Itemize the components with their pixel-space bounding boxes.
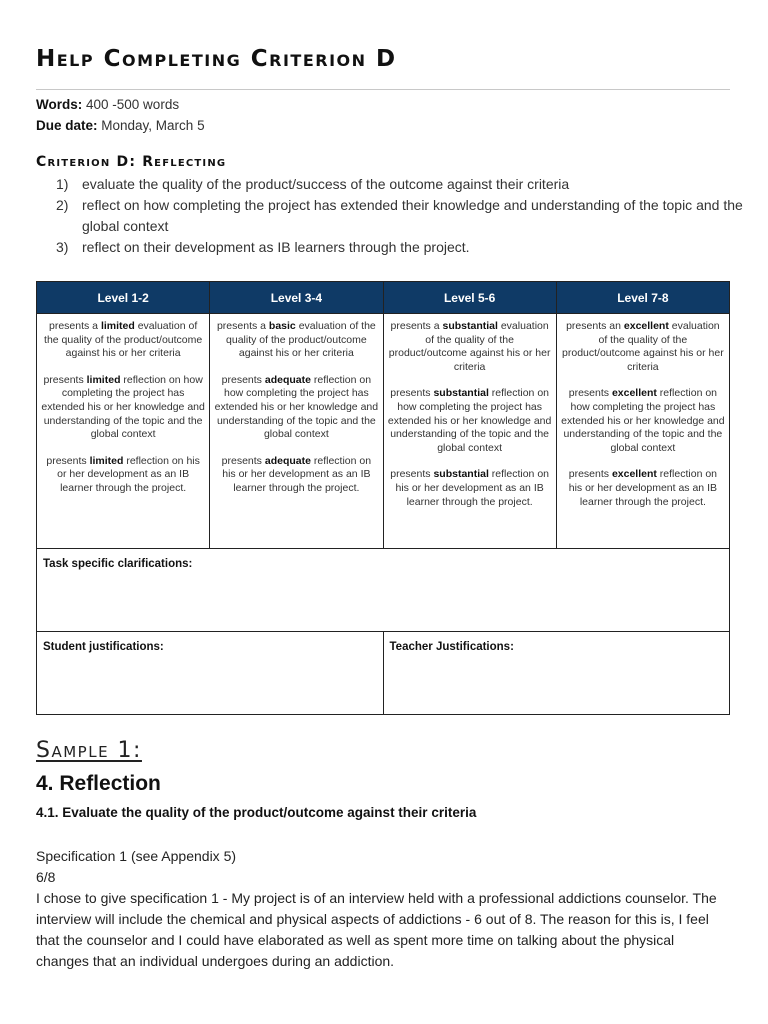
rubric-header-row: [37, 282, 730, 314]
level-header: Level 7-8: [556, 282, 729, 314]
descriptor-knowledge: presents limited reflection on how completing the project has extended his or her knowledge and understanding of the topic and the global context: [41, 373, 205, 441]
level-5-6-cell: [383, 314, 556, 549]
student-justifications-label: Student justifications:: [43, 641, 164, 653]
criterion-number: 3): [56, 239, 69, 255]
teacher-justifications-label: Teacher Justifications:: [389, 641, 514, 653]
reflection-paragraph: I chose to give specification 1 - My project is of an interview held with a professional addictions counselor. The interview will include the chemical and physical aspects of addictions - 6 out of 8. The reason for this is, I feel that the counselor and I could have elaborated as well as spent more time on talking about the physical changes that an individual undergoes during an addiction.: [36, 890, 717, 969]
level-header: Level 3-4: [210, 282, 383, 314]
page-title: Help Completing Criterion D: [36, 46, 397, 72]
student-justifications-cell: [37, 632, 384, 715]
level-3-4-cell: [210, 314, 383, 549]
descriptor-development: presents limited reflection on his or her development as an IB learner through the project.: [46, 454, 200, 494]
criterion-text: evaluate the quality of the product/success of the outcome against their criteria: [82, 176, 570, 192]
level-header: Level 1-2: [37, 282, 210, 314]
descriptor-evaluation: presents a basic evaluation of the quality of the product/outcome against his or her criteria: [216, 320, 376, 360]
descriptor-development: presents adequate reflection on his or her development as an IB learner through the project.: [221, 454, 372, 494]
task-clarifications-row: [37, 549, 730, 632]
level-1-2-cell: [37, 314, 210, 549]
criterion-text: reflect on how completing the project has extended their knowledge and understanding of the topic and the global context: [82, 197, 743, 234]
criterion-item: [56, 195, 768, 237]
sample-heading: Sample 1:: [36, 738, 142, 763]
task-clarifications-label: Task specific clarifications:: [43, 558, 193, 570]
criterion-text: reflect on their development as IB learners through the project.: [82, 239, 470, 255]
task-clarifications-cell: [37, 549, 730, 632]
teacher-justifications-cell: [383, 632, 730, 715]
criterion-number: 1): [56, 176, 69, 192]
due-date-label: Due date:: [36, 118, 98, 133]
level-7-8-cell: [556, 314, 729, 549]
words-requirement: [36, 97, 179, 112]
words-label: Words:: [36, 97, 83, 112]
words-value: 400 -500 words: [86, 97, 180, 112]
level-header: Level 5-6: [383, 282, 556, 314]
descriptor-development: presents substantial reflection on his or her development as an IB learner through the project.: [390, 468, 549, 508]
descriptor-evaluation: presents a limited evaluation of the quality of the product/outcome against his or her criteria: [44, 320, 203, 360]
criterion-list: [36, 174, 768, 258]
descriptor-knowledge: presents excellent reflection on how completing the project has extended his or her knowledge and understanding of the topic and the global context: [561, 387, 725, 454]
section-heading: 4. Reflection: [36, 772, 161, 795]
criterion-item: [56, 174, 768, 195]
descriptor-evaluation: presents a substantial evaluation of the quality of the product/outcome against his or her criteria: [388, 320, 551, 373]
due-date: [36, 118, 205, 133]
descriptor-development: presents excellent reflection on his or her development as an IB learner through the project.: [568, 468, 718, 508]
descriptor-knowledge: presents substantial reflection on how completing the project has extended his or her knowledge and understanding of the topic and the global context: [387, 387, 552, 454]
due-date-value: Monday, March 5: [101, 118, 205, 133]
criterion-number: 2): [56, 197, 69, 213]
score-line: 6/8: [36, 869, 56, 885]
criterion-item: [56, 237, 768, 258]
justifications-row: [37, 632, 730, 715]
descriptor-knowledge: presents adequate reflection on how completing the project has extended his or her knowledge and understanding of the topic and the global context: [214, 373, 379, 441]
descriptor-evaluation: presents an excellent evaluation of the quality of the product/outcome against his or her criteria: [562, 320, 724, 373]
title-divider: [36, 89, 730, 90]
rubric-table: [36, 281, 730, 715]
criterion-heading: Criterion D: Reflecting: [36, 154, 227, 170]
specification-line: Specification 1 (see Appendix 5): [36, 848, 237, 864]
subsection-heading: 4.1. Evaluate the quality of the product/outcome against their criteria: [36, 805, 477, 820]
rubric-descriptor-row: [37, 314, 730, 549]
